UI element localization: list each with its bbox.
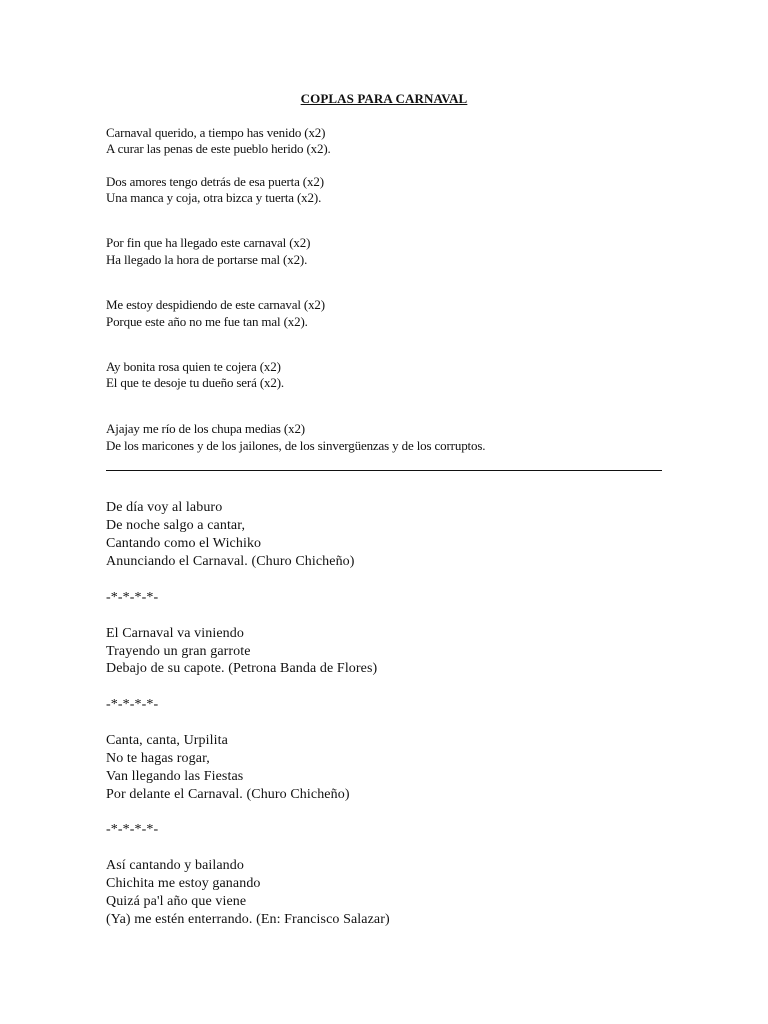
horizontal-rule: [106, 470, 662, 471]
verse-line: Así cantando y bailando: [106, 858, 244, 873]
verse-line: No te hagas rogar,: [106, 751, 210, 766]
separator: -*-*-*-*-: [106, 822, 159, 837]
verse-line: Van llegando las Fiestas: [106, 769, 244, 784]
separator: -*-*-*-*-: [106, 590, 159, 605]
verse-line: Trayendo un gran garrote: [106, 644, 251, 659]
verse-line: Canta, canta, Urpilita: [106, 733, 228, 748]
verse-line: El que te desoje tu dueño será (x2).: [106, 375, 284, 390]
verse-line: Chichita me estoy ganando: [106, 876, 261, 891]
verse-line: Cantando como el Wichiko: [106, 536, 262, 551]
verse-line: El Carnaval va viniendo: [106, 626, 244, 641]
document-title: COPLAS PARA CARNAVAL: [300, 91, 468, 106]
verse-line: De noche salgo a cantar,: [106, 518, 246, 533]
verse-line: Quizá pa'l año que viene: [106, 894, 247, 909]
verse-line: Carnaval querido, a tiempo has venido (x2): [106, 125, 326, 140]
verse-line: Por delante el Carnaval. (Churo Chicheño): [106, 787, 350, 802]
verse-line: Por fin que ha llegado este carnaval (x2): [106, 235, 311, 250]
verse-line: Dos amores tengo detrás de esa puerta (x2): [106, 174, 324, 189]
separator: -*-*-*-*-: [106, 697, 159, 712]
verse-line: Ha llegado la hora de portarse mal (x2).: [106, 252, 308, 267]
verse-line: Ajajay me río de los chupa medias (x2): [106, 421, 305, 436]
verse-line: De día voy al laburo: [106, 500, 223, 515]
verse-line: De los maricones y de los jailones, de los sinvergüenzas y de los corruptos.: [106, 438, 486, 453]
verse-line: Anunciando el Carnaval. (Churo Chicheño): [106, 554, 355, 569]
verse-line: Ay bonita rosa quien te cojera (x2): [106, 359, 281, 374]
verse-line: (Ya) me estén enterrando. (En: Francisco Salazar): [106, 912, 390, 927]
verse-line: Una manca y coja, otra bizca y tuerta (x2).: [106, 190, 322, 205]
verse-line: A curar las penas de este pueblo herido (x2).: [106, 141, 331, 156]
verse-line: Me estoy despidiendo de este carnaval (x2): [106, 297, 325, 312]
verse-line: Debajo de su capote. (Petrona Banda de Flores): [106, 661, 378, 676]
verse-line: Porque este año no me fue tan mal (x2).: [106, 314, 308, 329]
